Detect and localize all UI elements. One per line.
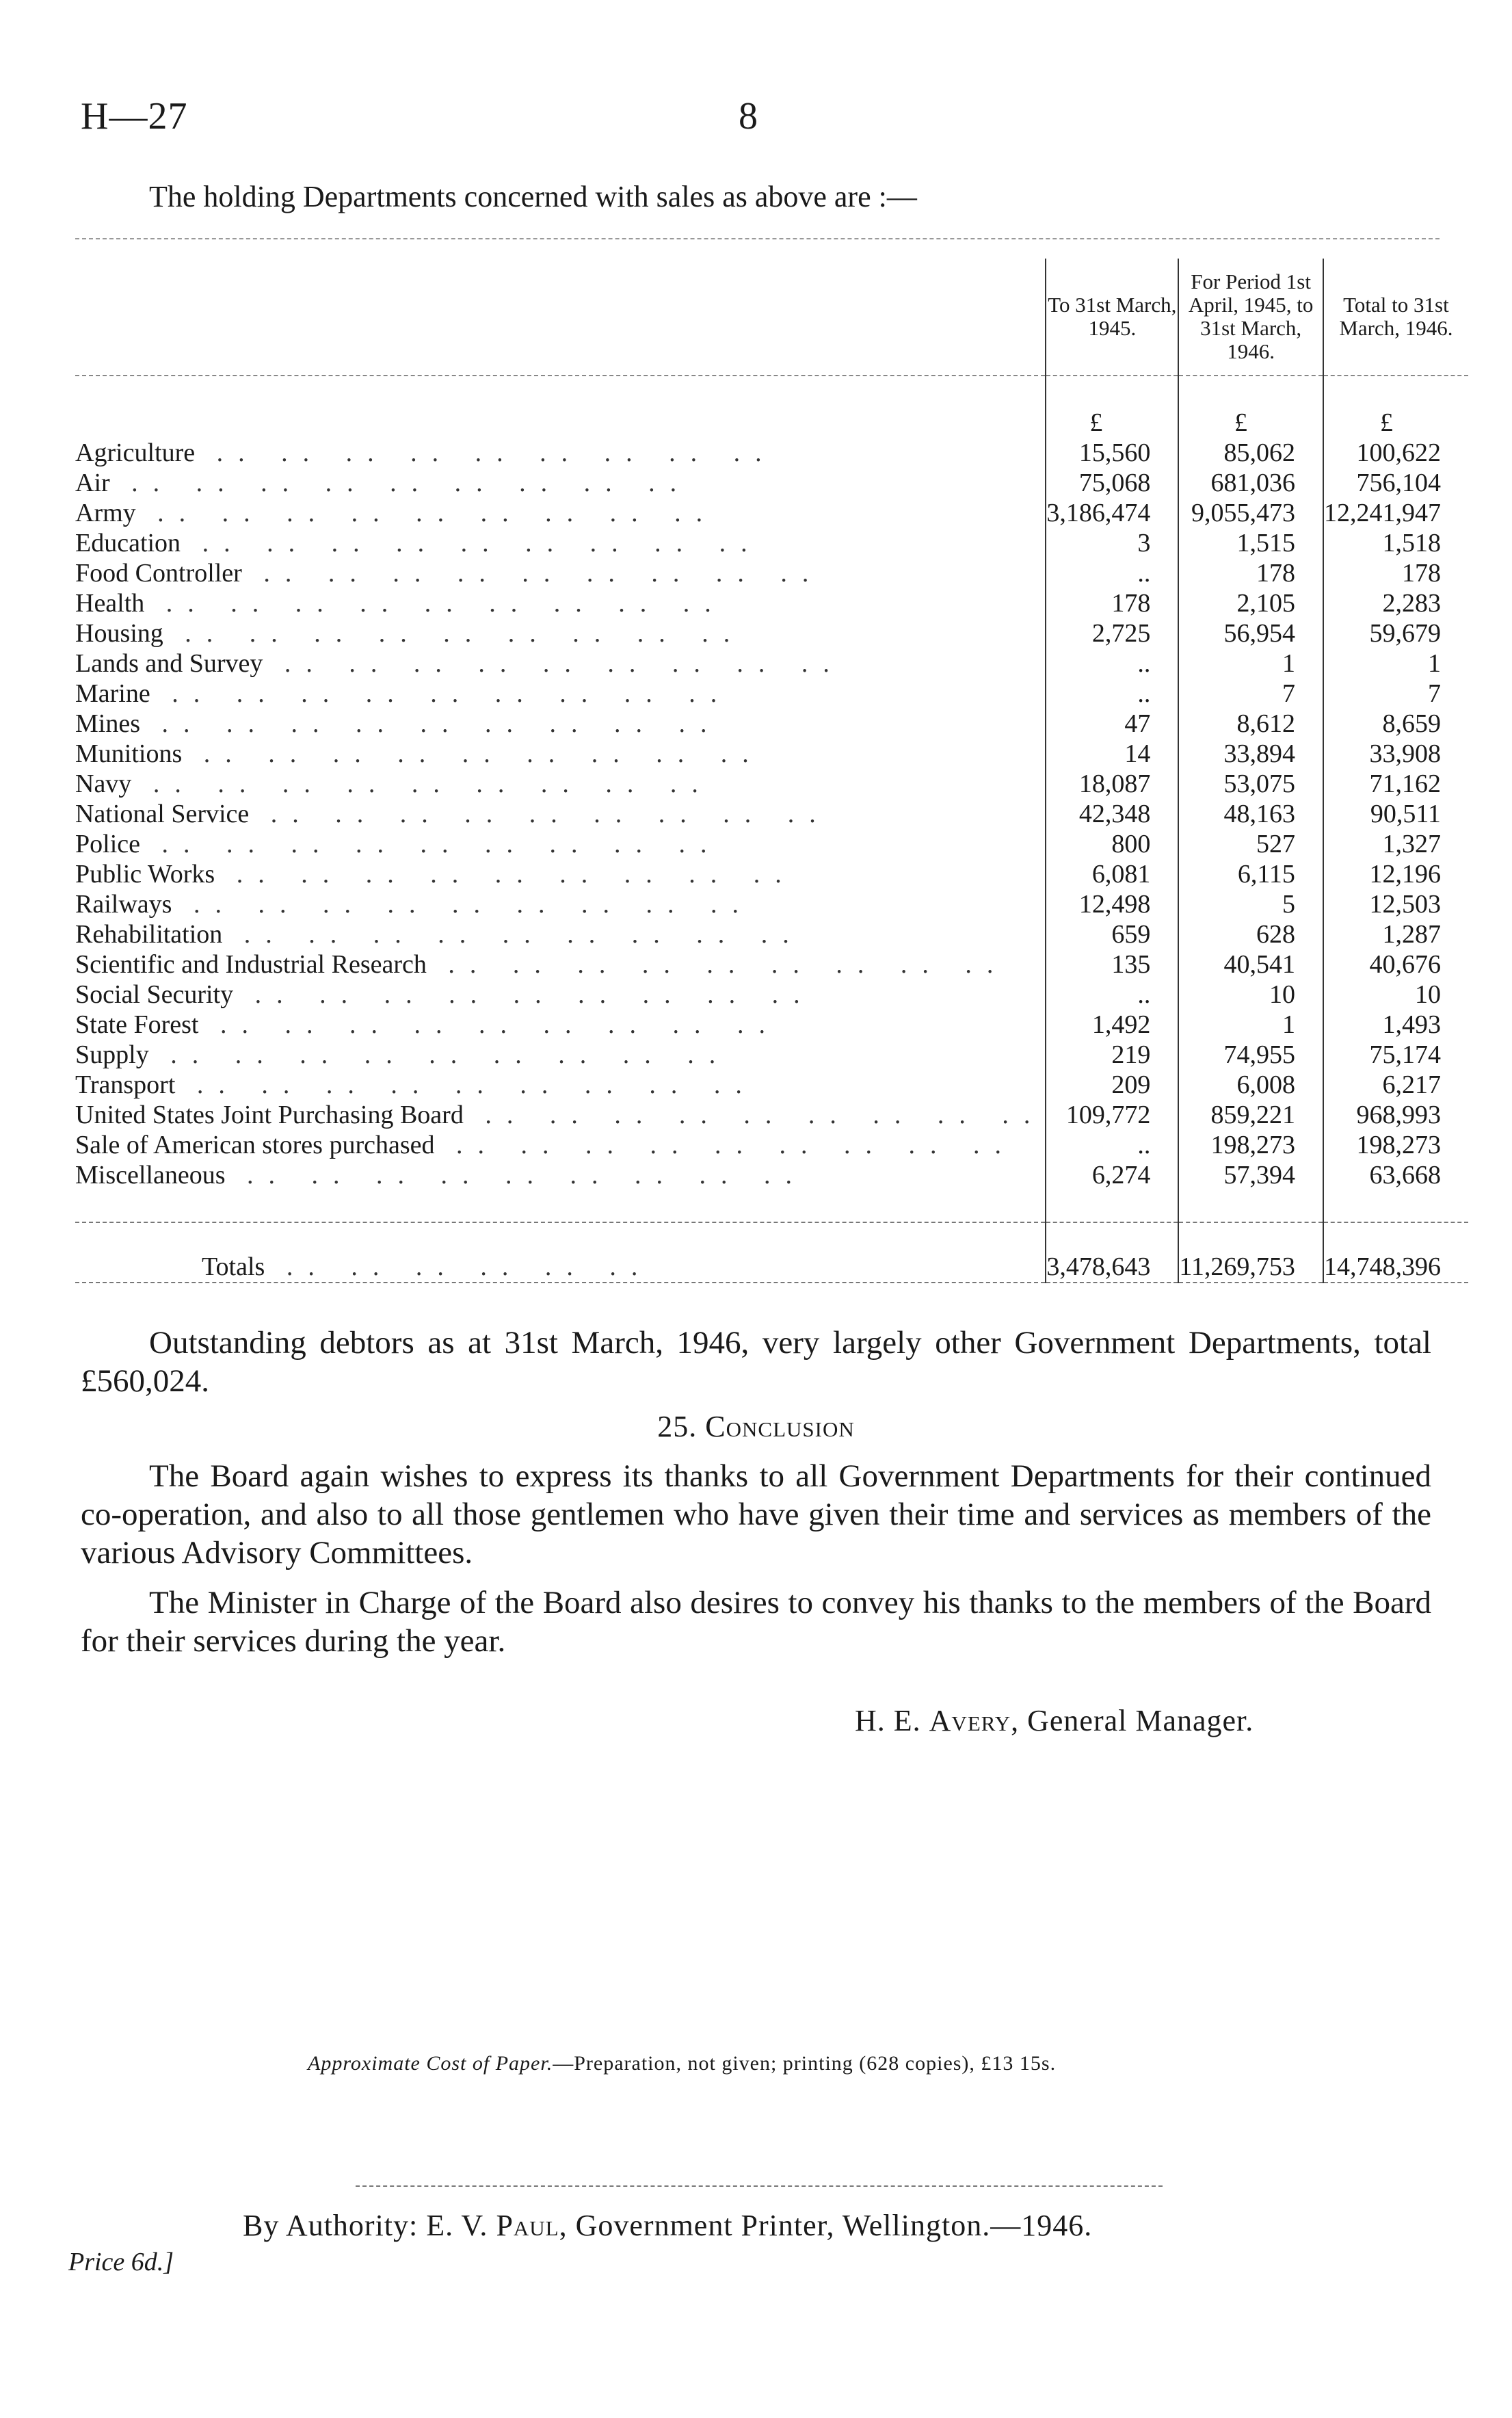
leader-dots: .. .. .. .. .. .. .. .. ..: [135, 499, 718, 527]
document-reference: H—27: [81, 95, 188, 137]
department-name: Army: [75, 499, 136, 527]
value-period: 10: [1178, 980, 1323, 1010]
value-total: 10: [1323, 980, 1468, 1010]
total-period: 11,269,753: [1178, 1222, 1323, 1283]
debtors-paragraph: [81, 1324, 1431, 1400]
leader-dots: .. .. .. .. .. .. .. .. ..: [182, 739, 764, 768]
value-to-1945: 3,186,474: [1046, 498, 1178, 528]
header-row: [75, 259, 1468, 376]
value-to-1945: 3: [1046, 528, 1178, 558]
leader-dots: .. .. .. .. .. .. .. .. ..: [175, 1070, 757, 1099]
department-cell: [75, 648, 1046, 679]
leader-dots: .. .. .. .. .. .. .. .. ..: [109, 469, 692, 497]
leader-dots: .. .. .. .. .. .. .. .. ..: [426, 950, 1009, 979]
pre-totals-spacer: [75, 1190, 1468, 1222]
value-to-1945: 18,087: [1046, 769, 1178, 799]
value-period: 527: [1178, 829, 1323, 859]
value-total: 1,327: [1323, 829, 1468, 859]
leader-dots: .. .. .. .. .. .. .. .. ..: [249, 800, 831, 828]
value-to-1945: 42,348: [1046, 799, 1178, 829]
table-row: [75, 528, 1468, 558]
leader-dots: .. .. .. .. .. .. .. .. ..: [172, 890, 754, 919]
department-cell: [75, 1070, 1046, 1100]
leader-dots: .. .. .. .. .. .. .. .. ..: [233, 980, 815, 1009]
table-row: [75, 980, 1468, 1010]
leader-dots: .. .. .. .. .. .. .. .. ..: [222, 920, 804, 949]
value-total: 1: [1323, 648, 1468, 679]
value-period: 57,394: [1178, 1160, 1323, 1190]
total-to-1945: 3,478,643: [1046, 1222, 1178, 1283]
totals-label: Totals: [202, 1252, 265, 1281]
leader-dots: .. .. .. .. .. .. .. .. ..: [181, 529, 762, 557]
table-row: [75, 648, 1468, 679]
printer-name: Paul: [496, 2209, 559, 2242]
department-name: Health: [75, 589, 145, 618]
department-name: Navy: [75, 770, 132, 798]
footer-rule: [356, 2185, 1163, 2187]
value-to-1945: 109,772: [1046, 1100, 1178, 1130]
value-total: 63,668: [1323, 1160, 1468, 1190]
department-name: Police: [75, 830, 140, 858]
department-cell: [75, 1010, 1046, 1040]
value-to-1945: ..: [1046, 679, 1178, 709]
conclusion-paragraph-1: The Board again wishes to express its thanks to all Government Departments for their continued co-operation, and also to all those gentlemen who have given their time and services as members of the various Advisory Committees.: [81, 1458, 1431, 1571]
authority-prefix: By Authority: E. V.: [243, 2209, 488, 2242]
department-name: Lands and Survey: [75, 649, 263, 678]
totals-label-cell: [75, 1222, 1046, 1283]
value-total: 71,162: [1323, 769, 1468, 799]
department-cell: [75, 769, 1046, 799]
signature-name: Avery: [929, 1704, 1011, 1737]
value-to-1945: 135: [1046, 949, 1178, 980]
department-name: Transport: [75, 1070, 176, 1099]
value-to-1945: 6,274: [1046, 1160, 1178, 1190]
value-period: 178: [1178, 558, 1323, 588]
cost-text: —Preparation, not given; printing (628 copies), £13 15s.: [553, 2052, 1057, 2075]
department-name: Supply: [75, 1040, 149, 1069]
value-total: 12,241,947: [1323, 498, 1468, 528]
table-top-rule: [75, 238, 1440, 239]
header-to-1945: To 31st March, 1945.: [1046, 259, 1178, 376]
department-cell: [75, 618, 1046, 648]
unit-row: [75, 408, 1468, 438]
leader-dots: .. .. .. .. .. .. .. .. ..: [144, 589, 726, 618]
value-period: 2,105: [1178, 588, 1323, 618]
department-cell: [75, 889, 1046, 919]
authority-suffix: , Government Printer, Wellington.—1946.: [559, 2209, 1093, 2242]
value-to-1945: 800: [1046, 829, 1178, 859]
department-name: Sale of American stores purchased: [75, 1131, 435, 1159]
signature: [855, 1703, 1254, 1738]
leader-dots: .. .. .. .. .. .. .. .. ..: [195, 438, 777, 467]
department-cell: [75, 498, 1046, 528]
value-total: 756,104: [1323, 468, 1468, 498]
leader-dots: .. .. .. .. .. .. .. .. ..: [241, 559, 824, 588]
value-period: 1: [1178, 1010, 1323, 1040]
value-period: 74,955: [1178, 1040, 1323, 1070]
department-name: State Forest: [75, 1010, 199, 1039]
value-to-1945: 75,068: [1046, 468, 1178, 498]
value-total: 1,287: [1323, 919, 1468, 949]
value-to-1945: 15,560: [1046, 438, 1178, 468]
value-period: 628: [1178, 919, 1323, 949]
value-period: 8,612: [1178, 709, 1323, 739]
leader-dots: .. .. .. .. .. .. .. .. ..: [225, 1161, 808, 1190]
value-total: 6,217: [1323, 1070, 1468, 1100]
value-total: 8,659: [1323, 709, 1468, 739]
section-number: 25.: [657, 1410, 698, 1443]
leader-dots: .. .. .. .. .. .. .. .. ..: [263, 649, 845, 678]
department-cell: [75, 919, 1046, 949]
value-to-1945: 2,725: [1046, 618, 1178, 648]
table-row: [75, 679, 1468, 709]
leader-dots: .. .. .. .. .. .. .. .. ..: [163, 619, 745, 648]
value-total: 12,503: [1323, 889, 1468, 919]
leader-dots: .. .. .. .. .. .. .. .. ..: [198, 1010, 780, 1039]
department-name: National Service: [75, 800, 250, 828]
value-to-1945: 1,492: [1046, 1010, 1178, 1040]
value-period: 1,515: [1178, 528, 1323, 558]
value-total: 33,908: [1323, 739, 1468, 769]
value-to-1945: 14: [1046, 739, 1178, 769]
header-total: Total to 31st March, 1946.: [1323, 259, 1468, 376]
cost-of-paper: [308, 2052, 1056, 2075]
value-period: 681,036: [1178, 468, 1323, 498]
department-name: Munitions: [75, 739, 183, 768]
value-period: 33,894: [1178, 739, 1323, 769]
department-name: Public Works: [75, 860, 215, 889]
table-row: [75, 468, 1468, 498]
sales-table: [75, 259, 1468, 1283]
value-to-1945: 47: [1046, 709, 1178, 739]
table-row: [75, 949, 1468, 980]
department-cell: [75, 980, 1046, 1010]
header-period: For Period 1st April, 1945, to 31st March, 1946.: [1178, 259, 1323, 376]
table-row: [75, 709, 1468, 739]
value-to-1945: 12,498: [1046, 889, 1178, 919]
value-total: 178: [1323, 558, 1468, 588]
department-cell: [75, 528, 1046, 558]
department-name: Miscellaneous: [75, 1161, 226, 1190]
value-period: 198,273: [1178, 1130, 1323, 1160]
unit-symbol: £: [1046, 408, 1178, 438]
department-cell: [75, 1100, 1046, 1130]
table-row: [75, 919, 1468, 949]
department-cell: [75, 829, 1046, 859]
value-total: 40,676: [1323, 949, 1468, 980]
table-row: [75, 1070, 1468, 1100]
table-row: [75, 558, 1468, 588]
leader-dots: .. .. .. .. .. .. .. .. ..: [140, 709, 722, 738]
table-row: [75, 889, 1468, 919]
value-to-1945: 178: [1046, 588, 1178, 618]
department-cell: [75, 588, 1046, 618]
department-name: Housing: [75, 619, 163, 648]
value-total: 7: [1323, 679, 1468, 709]
value-to-1945: ..: [1046, 1130, 1178, 1160]
value-period: 9,055,473: [1178, 498, 1323, 528]
table-row: [75, 829, 1468, 859]
table-row: [75, 799, 1468, 829]
department-name: Rehabilitation: [75, 920, 223, 949]
value-period: 6,008: [1178, 1070, 1323, 1100]
leader-dots: .. .. .. .. .. .. .. .. ..: [463, 1101, 1046, 1129]
table-row: [75, 588, 1468, 618]
value-period: 53,075: [1178, 769, 1323, 799]
department-name: Marine: [75, 679, 150, 708]
leader-dots: .. .. .. .. .. .. .. .. ..: [434, 1131, 1016, 1159]
value-period: 85,062: [1178, 438, 1323, 468]
section-title: Conclusion: [705, 1410, 855, 1443]
department-name: United States Joint Purchasing Board: [75, 1101, 464, 1129]
department-name: Railways: [75, 890, 172, 919]
value-period: 40,541: [1178, 949, 1323, 980]
price: Price 6d.]: [68, 2248, 174, 2276]
value-total: 2,283: [1323, 588, 1468, 618]
value-total: 59,679: [1323, 618, 1468, 648]
table-row: [75, 739, 1468, 769]
leader-dots: .. .. .. .. .. .. .. .. ..: [150, 679, 732, 708]
department-name: Mines: [75, 709, 140, 738]
unit-symbol: £: [1323, 408, 1468, 438]
table-row: [75, 1130, 1468, 1160]
value-to-1945: ..: [1046, 980, 1178, 1010]
header-rule-row: [75, 376, 1468, 408]
leader-dots: .. .. .. .. .. .. .. .. ..: [131, 770, 713, 798]
conclusion-paragraph-2: The Minister in Charge of the Board also desires to convey his thanks to the members of the Board for their services during the year.: [81, 1585, 1431, 1659]
value-total: 90,511: [1323, 799, 1468, 829]
printer-authority: [243, 2208, 1092, 2243]
leader-dots: .. .. .. .. .. .. .. .. ..: [148, 1040, 731, 1069]
unit-symbol: £: [1178, 408, 1323, 438]
total-total: 14,748,396: [1323, 1222, 1468, 1283]
value-to-1945: ..: [1046, 558, 1178, 588]
value-total: 1,493: [1323, 1010, 1468, 1040]
value-period: 56,954: [1178, 618, 1323, 648]
signature-title: , General Manager.: [1011, 1704, 1254, 1737]
table-row: [75, 618, 1468, 648]
department-cell: [75, 1040, 1046, 1070]
value-period: 5: [1178, 889, 1323, 919]
department-cell: [75, 558, 1046, 588]
table-row: [75, 438, 1468, 468]
value-to-1945: 219: [1046, 1040, 1178, 1070]
leader-dots: .. .. .. .. .. ..: [265, 1252, 653, 1281]
value-period: 859,221: [1178, 1100, 1323, 1130]
value-total: 12,196: [1323, 859, 1468, 889]
page-number: 8: [739, 95, 758, 137]
department-cell: [75, 739, 1046, 769]
value-to-1945: 6,081: [1046, 859, 1178, 889]
totals-row: [75, 1222, 1468, 1283]
value-total: 1,518: [1323, 528, 1468, 558]
department-cell: [75, 438, 1046, 468]
department-cell: [75, 468, 1046, 498]
value-to-1945: 209: [1046, 1070, 1178, 1100]
table-row: [75, 1010, 1468, 1040]
department-cell: [75, 949, 1046, 980]
signature-initials: H. E.: [855, 1704, 921, 1737]
header-blank: [75, 259, 1046, 376]
department-name: Food Controller: [75, 559, 242, 588]
department-cell: [75, 709, 1046, 739]
value-to-1945: ..: [1046, 648, 1178, 679]
value-total: 198,273: [1323, 1130, 1468, 1160]
leader-dots: .. .. .. .. .. .. .. .. ..: [215, 860, 797, 889]
table-row: [75, 1100, 1468, 1130]
table-row: [75, 1160, 1468, 1190]
department-name: Agriculture: [75, 438, 196, 467]
value-total: 75,174: [1323, 1040, 1468, 1070]
department-cell: [75, 1130, 1046, 1160]
table-row: [75, 769, 1468, 799]
department-cell: [75, 1160, 1046, 1190]
value-to-1945: 659: [1046, 919, 1178, 949]
value-period: 48,163: [1178, 799, 1323, 829]
department-name: Scientific and Industrial Research: [75, 950, 427, 979]
value-period: 6,115: [1178, 859, 1323, 889]
department-name: Air: [75, 469, 110, 497]
table-row: [75, 859, 1468, 889]
cost-label: Approximate Cost of Paper.: [308, 2052, 553, 2075]
department-name: Social Security: [75, 980, 234, 1009]
debtors-text: Outstanding debtors as at 31st March, 1946, very largely other Government Departments, total £560,024.: [81, 1325, 1431, 1399]
value-total: 968,993: [1323, 1100, 1468, 1130]
department-cell: [75, 859, 1046, 889]
value-period: 7: [1178, 679, 1323, 709]
table-row: [75, 1040, 1468, 1070]
value-total: 100,622: [1323, 438, 1468, 468]
department-cell: [75, 679, 1046, 709]
table-intro: The holding Departments concerned with sales as above are :—: [149, 180, 917, 213]
department-name: Education: [75, 529, 181, 557]
leader-dots: .. .. .. .. .. .. .. .. ..: [140, 830, 722, 858]
table-row: [75, 498, 1468, 528]
department-cell: [75, 799, 1046, 829]
section-heading: [0, 1409, 1512, 1444]
value-period: 1: [1178, 648, 1323, 679]
